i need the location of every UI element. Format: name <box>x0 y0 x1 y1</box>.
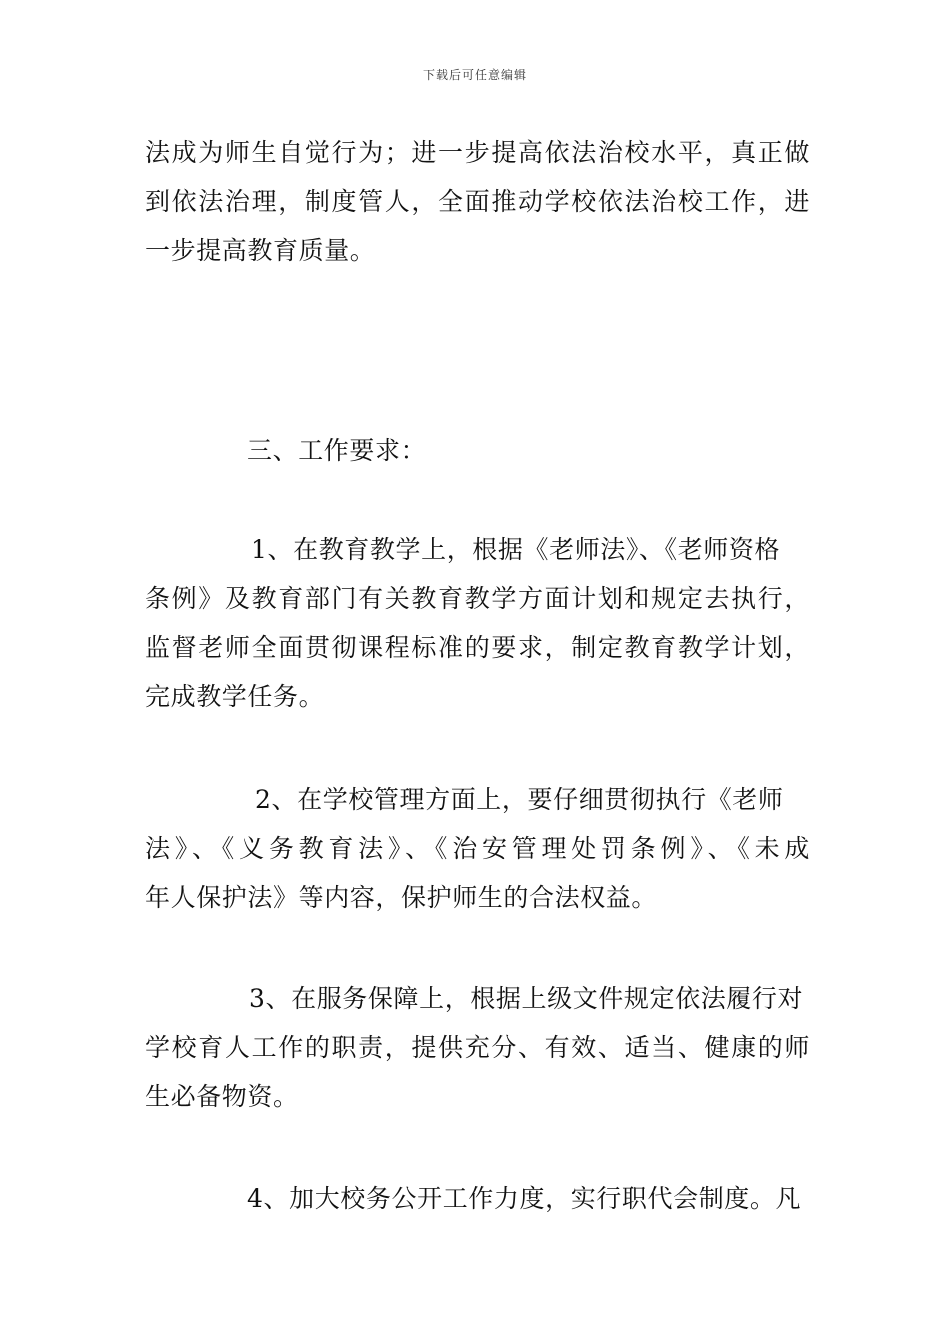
text-line: 年人保护法》等内容，保护师生的合法权益。 <box>145 883 658 912</box>
text-line: 一步提高教育质量。 <box>145 236 376 265</box>
text-line: 法》、《义务教育法》、《治安管理处罚条例》、《未成 <box>145 834 810 863</box>
text-line: 条例》及教育部门有关教育教学方面计划和规定去执行， <box>145 584 810 613</box>
requirement-item-1 <box>145 525 810 721</box>
requirement-item-3 <box>145 974 810 1121</box>
requirement-item-4 <box>145 1174 810 1223</box>
text-line: 法成为师生自觉行为；进一步提高依法治校水平，真正做 <box>145 138 810 167</box>
text-line: 到依法治理，制度管人，全面推动学校依法治校工作，进 <box>145 187 810 216</box>
intro-paragraph <box>145 128 810 275</box>
text-line: 3、在服务保障上，根据上级文件规定依法履行对 <box>249 984 804 1013</box>
text-line: 学校育人工作的职责，提供充分、有效、适当、健康的师 <box>145 1033 810 1062</box>
text-line: 2、在学校管理方面上，要仔细贯彻执行《老师 <box>255 785 784 814</box>
requirement-item-2 <box>145 775 810 922</box>
text-line: 生必备物资。 <box>145 1082 299 1111</box>
text-line: 1、在教育教学上，根据《老师法》、《老师资格 <box>251 535 781 564</box>
text-line: 监督老师全面贯彻课程标准的要求，制定教育教学计划， <box>145 633 810 662</box>
section-heading: 三、工作要求： <box>247 436 427 465</box>
text-line: 完成教学任务。 <box>145 682 325 711</box>
text-line: 4、加大校务公开工作力度，实行职代会制度。凡 <box>247 1184 802 1213</box>
page-header-note: 下载后可任意编辑 <box>422 68 527 82</box>
